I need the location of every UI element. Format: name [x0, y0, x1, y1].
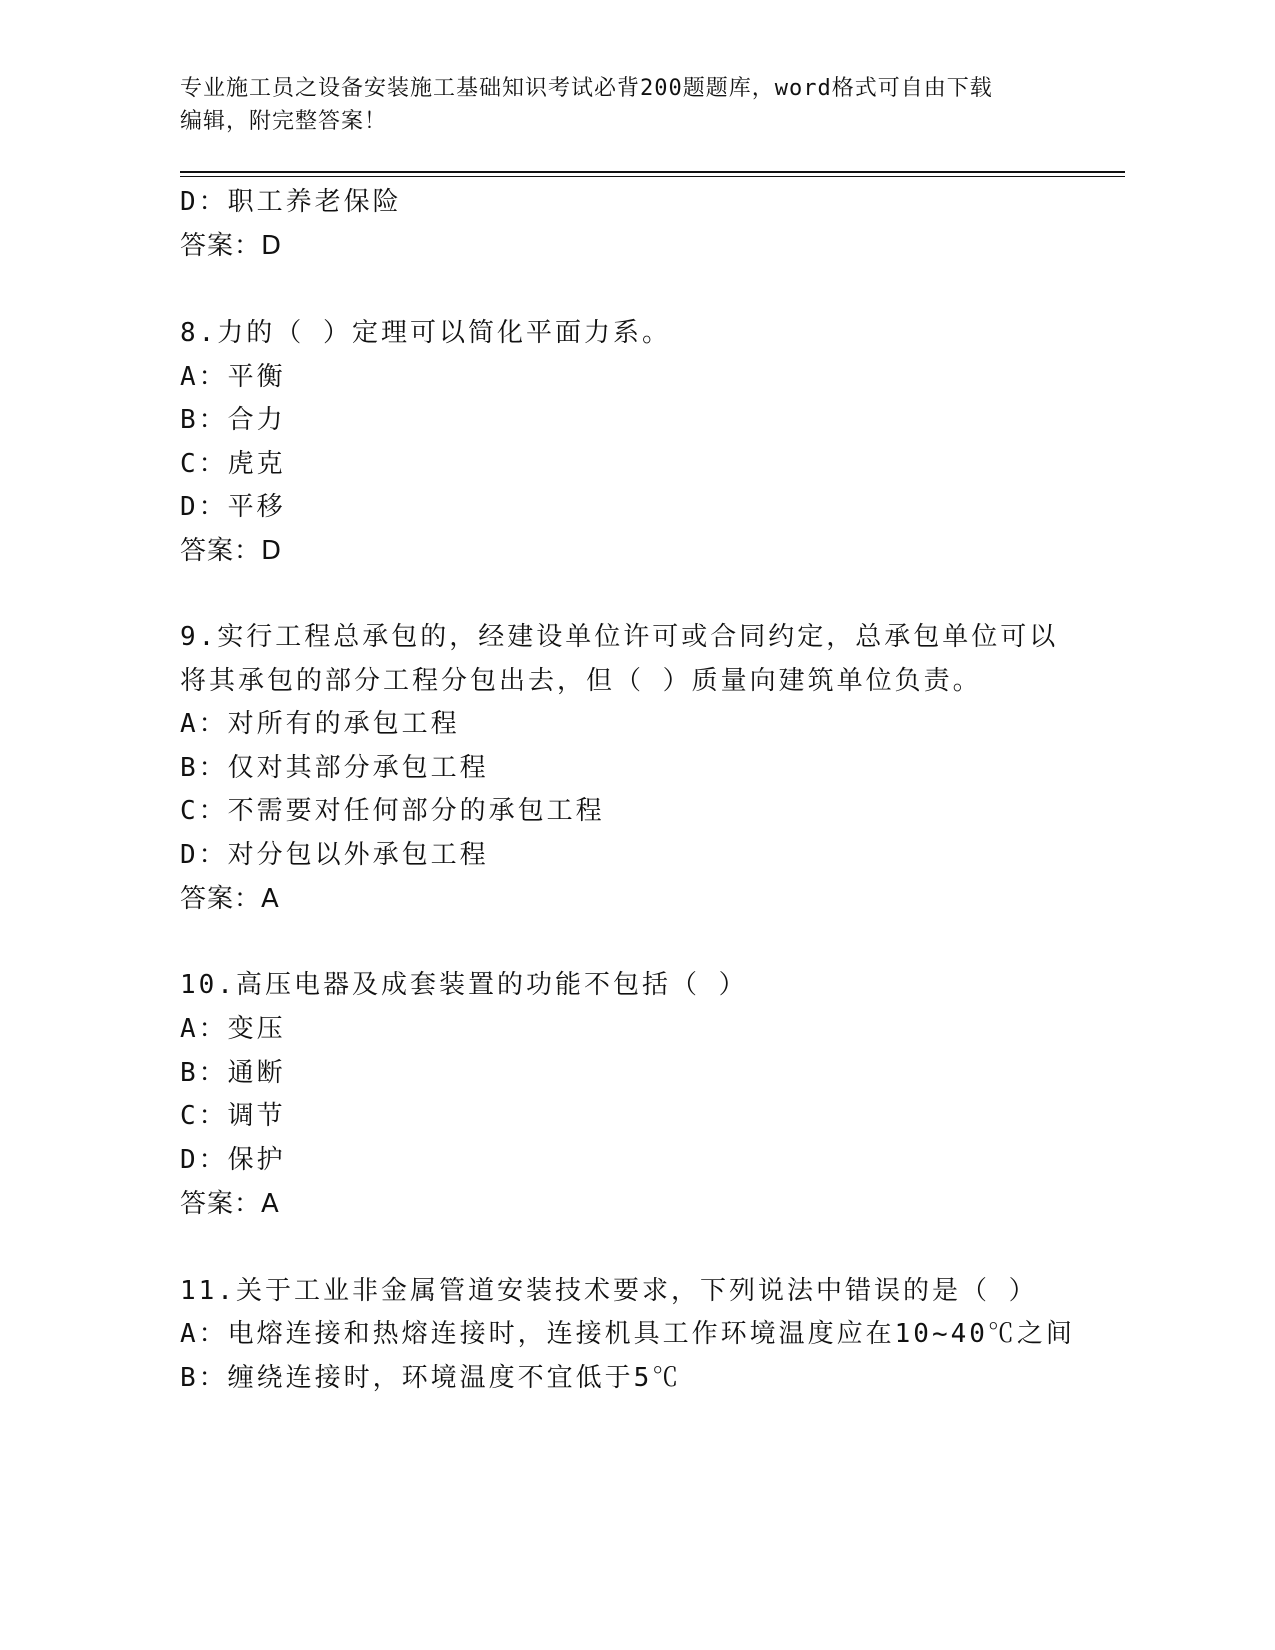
q8-option-c: C：虎克 — [180, 449, 286, 479]
q9-option-d: D：对分包以外承包工程 — [180, 840, 489, 870]
q7-answer: 答案：D — [180, 231, 283, 261]
q9-option-b: B：仅对其部分承包工程 — [180, 753, 489, 783]
q10-question: 10.高压电器及成套装置的功能不包括（ ） — [180, 970, 748, 1000]
q10-answer: 答案：A — [180, 1189, 280, 1219]
q11-option-a: A：电熔连接和热熔连接时，连接机具工作环境温度应在10~40℃之间 — [180, 1319, 1075, 1349]
q8-option-d: D：平移 — [180, 492, 286, 522]
header-title-line2: 编辑，附完整答案！ — [180, 109, 388, 134]
q10-option-b: B：通断 — [180, 1058, 286, 1088]
q10-option-c: C：调节 — [180, 1101, 286, 1131]
q10-option-a: A：变压 — [180, 1014, 286, 1044]
q8-option-b: B：合力 — [180, 405, 286, 435]
q8-option-a: A：平衡 — [180, 362, 286, 392]
q11-option-b: B：缠绕连接时，环境温度不宜低于5℃ — [180, 1363, 682, 1393]
q10-option-d: D：保护 — [180, 1145, 286, 1175]
q7-option-d: D：职工养老保险 — [180, 187, 402, 217]
q9-answer: 答案：A — [180, 884, 280, 914]
document-header — [180, 72, 1060, 138]
q11-question: 11.关于工业非金属管道安装技术要求，下列说法中错误的是（ ） — [180, 1276, 1038, 1306]
q9-question-line2: 将其承包的部分工程分包出去，但（ ）质量向建筑单位负责。 — [180, 666, 982, 696]
header-rule-thick — [180, 171, 1125, 173]
q9-question-line1: 9.实行工程总承包的，经建设单位许可或合同约定，总承包单位可以 — [180, 622, 1059, 652]
q9-option-a: A：对所有的承包工程 — [180, 709, 460, 739]
header-title-line1: 专业施工员之设备安装施工基础知识考试必背200题题库，word格式可自由下载 — [180, 76, 993, 101]
q9-option-c: C：不需要对任何部分的承包工程 — [180, 796, 605, 826]
header-rule-thin — [180, 176, 1125, 177]
q8-question: 8.力的（ ）定理可以简化平面力系。 — [180, 318, 671, 348]
q8-answer: 答案：D — [180, 536, 283, 566]
